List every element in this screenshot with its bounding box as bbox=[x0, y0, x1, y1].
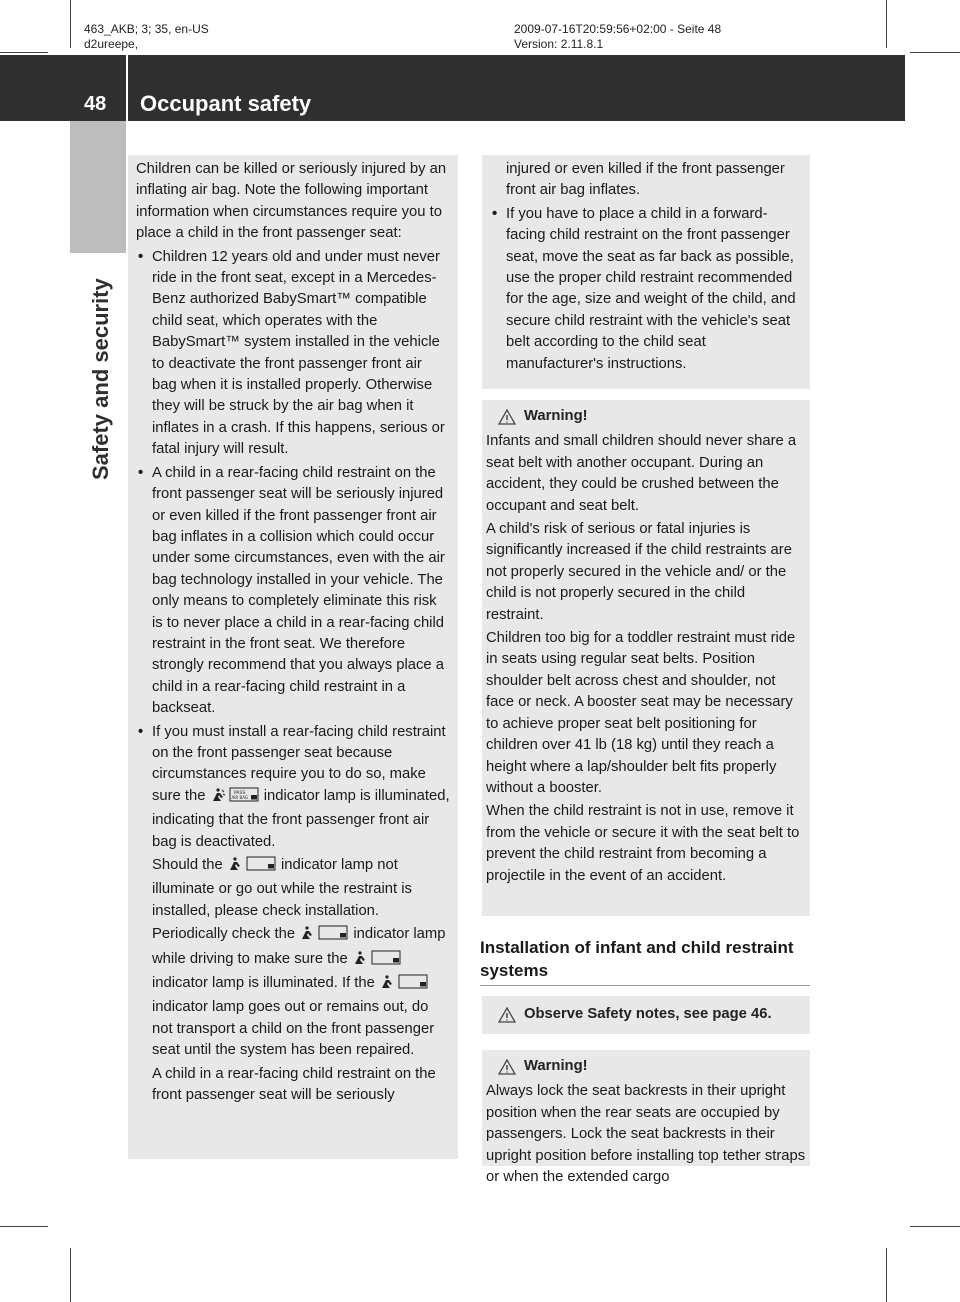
crop-mark bbox=[886, 1248, 887, 1302]
print-meta-left-2: d2ureepe, bbox=[84, 37, 139, 51]
crop-mark bbox=[910, 52, 960, 53]
crop-mark bbox=[0, 52, 48, 53]
chapter-tab-label: Safety and security bbox=[88, 278, 113, 480]
crop-mark bbox=[910, 1226, 960, 1227]
page-number: 48 bbox=[84, 93, 107, 115]
crop-mark bbox=[70, 0, 71, 48]
pass-air-bag-off-indicator-icon bbox=[210, 787, 260, 810]
warning-paragraph: Always lock the seat backrests in their upright position when the rear seats are occupied by passengers. Lock the seat backrests in their upright position before installing top tether straps or when the extended cargo bbox=[486, 1083, 806, 1186]
header-divider bbox=[126, 55, 128, 121]
pass-air-bag-off-indicator-icon bbox=[227, 856, 277, 879]
safety-notice-box bbox=[482, 996, 810, 1034]
warning-heading bbox=[486, 1056, 806, 1077]
section-heading: Installation of infant and child restraint systems bbox=[480, 938, 794, 980]
warning-box bbox=[482, 400, 810, 916]
pass-air-bag-off-indicator-icon bbox=[379, 974, 429, 997]
bullet-text: Children 12 years old and under must never ride in the front seat, except in a Mercedes-Benz authorized BabySmart™ compatible child seat, which operates with the BabySmart™ system installed in the vehicle to deactivate the front passenger front air bag when it is installed properly. Otherwise they will be struck by the air bag when it inflates in a crash. If this happens, serious or fatal injury will result. bbox=[152, 248, 445, 458]
warning-paragraph: Children too big for a toddler restraint must ride in seats using regular seat belts. Position shoulder belt across chest and shoulder, not face or neck. A booster seat may be necessary to achieve proper seat belt positioning for children over 41 lb (18 kg) until they reach a height where a lap/shoulder belt fits properly without a booster. bbox=[486, 630, 796, 796]
text-run: Periodically check the bbox=[152, 926, 296, 943]
warning-heading bbox=[486, 406, 806, 427]
print-meta-right-2: Version: 2.11.8.1 bbox=[514, 37, 604, 51]
text-run: indicator lamp not illuminate or go out while the restraint is installed, please check installation. bbox=[152, 857, 412, 919]
section-divider bbox=[480, 985, 810, 986]
lamp-text: AIR BAG bbox=[231, 794, 248, 800]
list-item: • If you have to place a child in a forward-facing child restraint on the front passenger seat, move the seat as far back as possible, use the proper child restraint recommended for the age, size and weight of the child, and secure child restraint with the vehicle's seat belt according to the child seat manufacturer's instructions. bbox=[492, 205, 796, 372]
print-meta-left-1: 463_AKB; 3; 35, en-US bbox=[84, 22, 209, 36]
page-title: Occupant safety bbox=[140, 91, 312, 116]
list-item: • If you must install a rear-facing child restraint on the front passenger seat because circumstances require you to do so, make sure the PASS AIR BAG indicator lamp is illuminated, indicating that the front passenger front air bag is deactivated. bbox=[138, 723, 450, 850]
warning-paragraph: A child's risk of serious or fatal injuries is significantly increased if the child restraints are not properly secured in the vehicle and/ or the child is not properly secured in the child restraint. bbox=[486, 521, 792, 623]
warning-paragraph: Infants and small children should never share a seat belt with another occupant. During an accident, they could be crushed between the occupant and seat belt. bbox=[486, 433, 797, 514]
warning-triangle-icon bbox=[498, 1007, 516, 1023]
text-run: indicator lamp goes out or remains out, do not transport a child on the front passenger seat until the system has been repaired. bbox=[152, 999, 435, 1059]
warning-paragraph: When the child restraint is not in use, remove it from the vehicle or secure it with the seat belt to prevent the child restraint from becoming a projectile in the event of an accident. bbox=[486, 803, 800, 884]
text-run: If you must install a rear-facing child restraint on the front passenger seat because circumstances require you to do so, make sure the bbox=[152, 723, 446, 804]
list-item: • Children 12 years old and under must never ride in the front seat, except in a Mercedes-Benz authorized BabySmart™ compatible child seat, which operates with the BabySmart™ system installed in the vehicle to deactivate the front passenger front air bag when it is installed properly. Otherwise they will be struck by the air bag when it inflates in a crash. If this happens, serious or fatal injury will result. bbox=[138, 248, 445, 458]
notice-text: Observe Safety notes, see page 46. bbox=[524, 1006, 772, 1023]
warning-box bbox=[482, 1050, 810, 1186]
paragraph bbox=[136, 924, 450, 1061]
lamp-text: PASS bbox=[233, 790, 245, 796]
paragraph: injured or even killed if the front passenger front air bag inflates. bbox=[506, 161, 785, 199]
text-run: indicator lamp while driving to make sure the bbox=[152, 926, 446, 967]
warning-title: Warning! bbox=[524, 1058, 588, 1074]
warning-triangle-icon bbox=[498, 1059, 516, 1075]
notice-heading bbox=[482, 1004, 772, 1025]
intro-paragraph: Children can be killed or seriously injured by an inflating air bag. Note the following important information when circumstances require you to place a child in the front passenger seat: bbox=[136, 161, 447, 242]
left-column-panel bbox=[128, 155, 458, 1159]
crop-mark bbox=[886, 0, 887, 48]
print-meta-right-1: 2009-07-16T20:59:56+02:00 - Seite 48 bbox=[514, 22, 722, 36]
right-column-panel-top bbox=[482, 155, 810, 389]
text-run: indicator lamp is illuminated. If the bbox=[152, 975, 375, 992]
paragraph bbox=[136, 855, 450, 922]
warning-triangle-icon bbox=[498, 409, 516, 425]
warning-title: Warning! bbox=[524, 408, 588, 424]
bullet-text: A child in a rear-facing child restraint on the front passenger seat will be seriously injured or even killed if the front passenger front air bag inflates in a collision which could occur under some circumstances, even with the air bag technology installed in your vehicle. The only means to completely eliminate this risk is to never place a child in a rear-facing child restraint in the front seat. We therefore strongly recommend that you always place a child in a rear-facing child restraint in a backseat. bbox=[152, 464, 445, 717]
paragraph: A child in a rear-facing child restraint on the front passenger seat will be seriously bbox=[152, 1065, 436, 1104]
text-run: Should the bbox=[152, 857, 223, 873]
pass-air-bag-off-indicator-icon bbox=[352, 950, 402, 973]
bullet-text bbox=[152, 724, 450, 850]
text-run: indicator lamp is illuminated, indicating that the front passenger front air bag is deactivated. bbox=[152, 787, 450, 850]
chapter-tab-marker bbox=[70, 121, 126, 253]
page-header-bar bbox=[0, 55, 905, 121]
pass-air-bag-off-indicator-icon bbox=[299, 925, 349, 948]
list-item: • A child in a rear-facing child restraint on the front passenger seat will be seriously injured or even killed if the front passenger front air bag inflates in a collision which could occur under some circumstances, even with the air bag technology installed in your vehicle. The only means to completely eliminate this risk is to never place a child in a rear-facing child restraint in the front seat. We therefore strongly recommend that you always place a child in a rear-facing child restraint in a backseat. bbox=[138, 464, 445, 717]
bullet-text: If you have to place a child in a forward-facing child restraint on the front passenger seat, move the seat as far back as possible, use the proper child restraint recommended for the age, size and weight of the child, and secure child restraint with the vehicle's seat belt according to the child seat manufacturer's instructions. bbox=[506, 205, 796, 372]
